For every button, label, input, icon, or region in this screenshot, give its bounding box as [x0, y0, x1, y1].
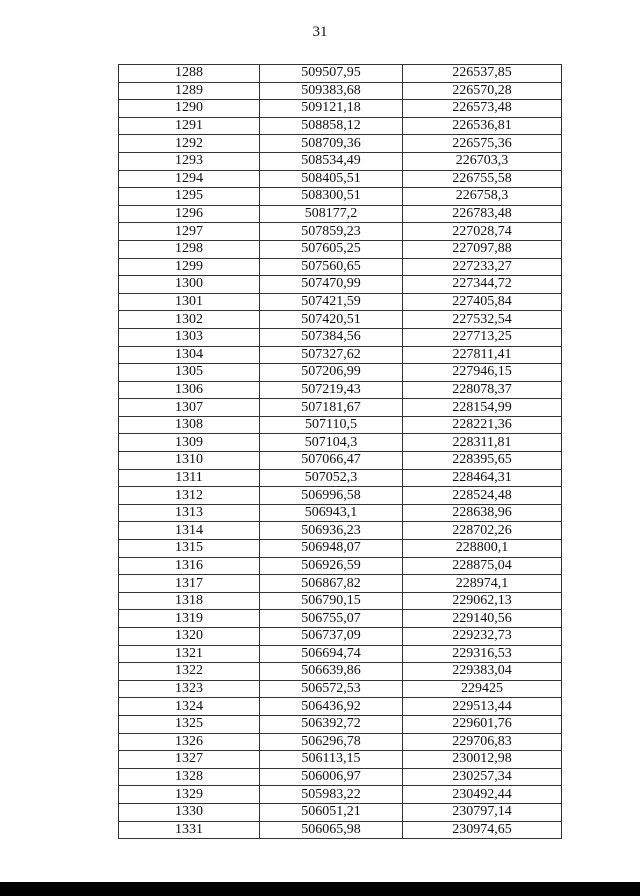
table-row [119, 803, 562, 821]
table-row [119, 311, 562, 329]
y-coordinate-cell: 226537,85 [403, 65, 562, 83]
y-coordinate-cell: 227713,25 [403, 328, 562, 346]
y-coordinate-cell: 227233,27 [403, 258, 562, 276]
table-row [119, 768, 562, 786]
point-number-cell: 1292 [119, 135, 260, 153]
table-row [119, 698, 562, 716]
x-coordinate-cell: 506113,15 [260, 751, 403, 769]
table-row [119, 751, 562, 769]
x-coordinate-cell: 506639,86 [260, 663, 403, 681]
y-coordinate-cell: 226755,58 [403, 170, 562, 188]
table-row [119, 821, 562, 839]
y-coordinate-cell: 226575,36 [403, 135, 562, 153]
table-row [119, 434, 562, 452]
table-row [119, 715, 562, 733]
table-row [119, 364, 562, 382]
point-number-cell: 1294 [119, 170, 260, 188]
x-coordinate-cell: 508534,49 [260, 152, 403, 170]
table-row [119, 170, 562, 188]
table-row [119, 258, 562, 276]
x-coordinate-cell: 506737,09 [260, 628, 403, 646]
y-coordinate-cell: 229383,04 [403, 663, 562, 681]
point-number-cell: 1316 [119, 557, 260, 575]
table-row [119, 346, 562, 364]
y-coordinate-cell: 229316,53 [403, 645, 562, 663]
y-coordinate-cell: 228395,65 [403, 452, 562, 470]
table-row [119, 117, 562, 135]
y-coordinate-cell: 228464,31 [403, 469, 562, 487]
point-number-cell: 1320 [119, 628, 260, 646]
y-coordinate-cell: 227097,88 [403, 240, 562, 258]
table-row [119, 575, 562, 593]
table-row [119, 469, 562, 487]
y-coordinate-cell: 229232,73 [403, 628, 562, 646]
table-row [119, 628, 562, 646]
point-number-cell: 1299 [119, 258, 260, 276]
y-coordinate-cell: 230012,98 [403, 751, 562, 769]
table-row [119, 522, 562, 540]
point-number-cell: 1328 [119, 768, 260, 786]
x-coordinate-cell: 506790,15 [260, 592, 403, 610]
x-coordinate-cell: 507560,65 [260, 258, 403, 276]
point-number-cell: 1317 [119, 575, 260, 593]
point-number-cell: 1318 [119, 592, 260, 610]
point-number-cell: 1311 [119, 469, 260, 487]
y-coordinate-cell: 228221,36 [403, 416, 562, 434]
x-coordinate-cell: 509507,95 [260, 65, 403, 83]
x-coordinate-cell: 506572,53 [260, 680, 403, 698]
x-coordinate-cell: 507470,99 [260, 276, 403, 294]
x-coordinate-cell: 506694,74 [260, 645, 403, 663]
table-row [119, 540, 562, 558]
x-coordinate-cell: 507066,47 [260, 452, 403, 470]
y-coordinate-cell: 228800,1 [403, 540, 562, 558]
point-number-cell: 1313 [119, 504, 260, 522]
y-coordinate-cell: 227946,15 [403, 364, 562, 382]
point-number-cell: 1323 [119, 680, 260, 698]
x-coordinate-cell: 507859,23 [260, 223, 403, 241]
point-number-cell: 1325 [119, 715, 260, 733]
page-number: 31 [312, 24, 328, 40]
y-coordinate-cell: 228974,1 [403, 575, 562, 593]
x-coordinate-cell: 506436,92 [260, 698, 403, 716]
x-coordinate-cell: 508300,51 [260, 188, 403, 206]
x-coordinate-cell: 507104,3 [260, 434, 403, 452]
x-coordinate-cell: 506996,58 [260, 487, 403, 505]
table-row [119, 592, 562, 610]
point-number-cell: 1304 [119, 346, 260, 364]
table-row [119, 680, 562, 698]
x-coordinate-cell: 506867,82 [260, 575, 403, 593]
x-coordinate-cell: 507181,67 [260, 399, 403, 417]
point-number-cell: 1331 [119, 821, 260, 839]
table-row [119, 205, 562, 223]
y-coordinate-cell: 228875,04 [403, 557, 562, 575]
y-coordinate-cell: 228311,81 [403, 434, 562, 452]
y-coordinate-cell: 227028,74 [403, 223, 562, 241]
table-row [119, 135, 562, 153]
x-coordinate-cell: 506296,78 [260, 733, 403, 751]
table-row [119, 610, 562, 628]
table-row [119, 240, 562, 258]
table-row [119, 416, 562, 434]
x-coordinate-cell: 506943,1 [260, 504, 403, 522]
x-coordinate-cell: 508709,36 [260, 135, 403, 153]
x-coordinate-cell: 506755,07 [260, 610, 403, 628]
table-row [119, 452, 562, 470]
x-coordinate-cell: 505983,22 [260, 786, 403, 804]
point-number-cell: 1301 [119, 293, 260, 311]
coordinates-table [118, 64, 562, 839]
y-coordinate-cell: 229601,76 [403, 715, 562, 733]
point-number-cell: 1322 [119, 663, 260, 681]
y-coordinate-cell: 229140,56 [403, 610, 562, 628]
point-number-cell: 1326 [119, 733, 260, 751]
y-coordinate-cell: 226783,48 [403, 205, 562, 223]
y-coordinate-cell: 228078,37 [403, 381, 562, 399]
x-coordinate-cell: 507052,3 [260, 469, 403, 487]
y-coordinate-cell: 226573,48 [403, 100, 562, 118]
y-coordinate-cell: 227405,84 [403, 293, 562, 311]
y-coordinate-cell: 230974,65 [403, 821, 562, 839]
y-coordinate-cell: 229706,83 [403, 733, 562, 751]
x-coordinate-cell: 507219,43 [260, 381, 403, 399]
y-coordinate-cell: 229513,44 [403, 698, 562, 716]
table-row [119, 152, 562, 170]
table-row [119, 487, 562, 505]
point-number-cell: 1321 [119, 645, 260, 663]
y-coordinate-cell: 226758,3 [403, 188, 562, 206]
point-number-cell: 1298 [119, 240, 260, 258]
x-coordinate-cell: 506006,97 [260, 768, 403, 786]
y-coordinate-cell: 228638,96 [403, 504, 562, 522]
y-coordinate-cell: 228524,48 [403, 487, 562, 505]
x-coordinate-cell: 507110,5 [260, 416, 403, 434]
table-row [119, 557, 562, 575]
y-coordinate-cell: 230492,44 [403, 786, 562, 804]
y-coordinate-cell: 230257,34 [403, 768, 562, 786]
x-coordinate-cell: 507420,51 [260, 311, 403, 329]
table-row [119, 663, 562, 681]
y-coordinate-cell: 228154,99 [403, 399, 562, 417]
table-row [119, 223, 562, 241]
point-number-cell: 1315 [119, 540, 260, 558]
table-row [119, 733, 562, 751]
y-coordinate-cell: 229425 [403, 680, 562, 698]
table-row [119, 100, 562, 118]
x-coordinate-cell: 507605,25 [260, 240, 403, 258]
point-number-cell: 1306 [119, 381, 260, 399]
x-coordinate-cell: 508177,2 [260, 205, 403, 223]
y-coordinate-cell: 226570,28 [403, 82, 562, 100]
x-coordinate-cell: 506392,72 [260, 715, 403, 733]
point-number-cell: 1309 [119, 434, 260, 452]
point-number-cell: 1296 [119, 205, 260, 223]
table-row [119, 293, 562, 311]
y-coordinate-cell: 229062,13 [403, 592, 562, 610]
table-row [119, 276, 562, 294]
y-coordinate-cell: 226703,3 [403, 152, 562, 170]
point-number-cell: 1310 [119, 452, 260, 470]
point-number-cell: 1293 [119, 152, 260, 170]
point-number-cell: 1329 [119, 786, 260, 804]
x-coordinate-cell: 506065,98 [260, 821, 403, 839]
point-number-cell: 1307 [119, 399, 260, 417]
point-number-cell: 1295 [119, 188, 260, 206]
point-number-cell: 1305 [119, 364, 260, 382]
point-number-cell: 1300 [119, 276, 260, 294]
point-number-cell: 1324 [119, 698, 260, 716]
y-coordinate-cell: 230797,14 [403, 803, 562, 821]
table-row [119, 381, 562, 399]
x-coordinate-cell: 507327,62 [260, 346, 403, 364]
point-number-cell: 1303 [119, 328, 260, 346]
point-number-cell: 1289 [119, 82, 260, 100]
table-row [119, 188, 562, 206]
x-coordinate-cell: 506948,07 [260, 540, 403, 558]
coordinates-table-body [119, 65, 562, 839]
x-coordinate-cell: 509121,18 [260, 100, 403, 118]
table-row [119, 65, 562, 83]
y-coordinate-cell: 226536,81 [403, 117, 562, 135]
point-number-cell: 1308 [119, 416, 260, 434]
x-coordinate-cell: 507206,99 [260, 364, 403, 382]
x-coordinate-cell: 506926,59 [260, 557, 403, 575]
table-row [119, 399, 562, 417]
y-coordinate-cell: 227811,41 [403, 346, 562, 364]
point-number-cell: 1327 [119, 751, 260, 769]
table-row [119, 82, 562, 100]
y-coordinate-cell: 227344,72 [403, 276, 562, 294]
table-row [119, 645, 562, 663]
table-row [119, 786, 562, 804]
x-coordinate-cell: 506936,23 [260, 522, 403, 540]
point-number-cell: 1290 [119, 100, 260, 118]
point-number-cell: 1297 [119, 223, 260, 241]
x-coordinate-cell: 506051,21 [260, 803, 403, 821]
x-coordinate-cell: 508858,12 [260, 117, 403, 135]
table-row [119, 328, 562, 346]
x-coordinate-cell: 507384,56 [260, 328, 403, 346]
x-coordinate-cell: 507421,59 [260, 293, 403, 311]
y-coordinate-cell: 227532,54 [403, 311, 562, 329]
point-number-cell: 1288 [119, 65, 260, 83]
point-number-cell: 1330 [119, 803, 260, 821]
point-number-cell: 1319 [119, 610, 260, 628]
y-coordinate-cell: 228702,26 [403, 522, 562, 540]
x-coordinate-cell: 508405,51 [260, 170, 403, 188]
point-number-cell: 1312 [119, 487, 260, 505]
table-row [119, 504, 562, 522]
x-coordinate-cell: 509383,68 [260, 82, 403, 100]
point-number-cell: 1302 [119, 311, 260, 329]
point-number-cell: 1291 [119, 117, 260, 135]
point-number-cell: 1314 [119, 522, 260, 540]
